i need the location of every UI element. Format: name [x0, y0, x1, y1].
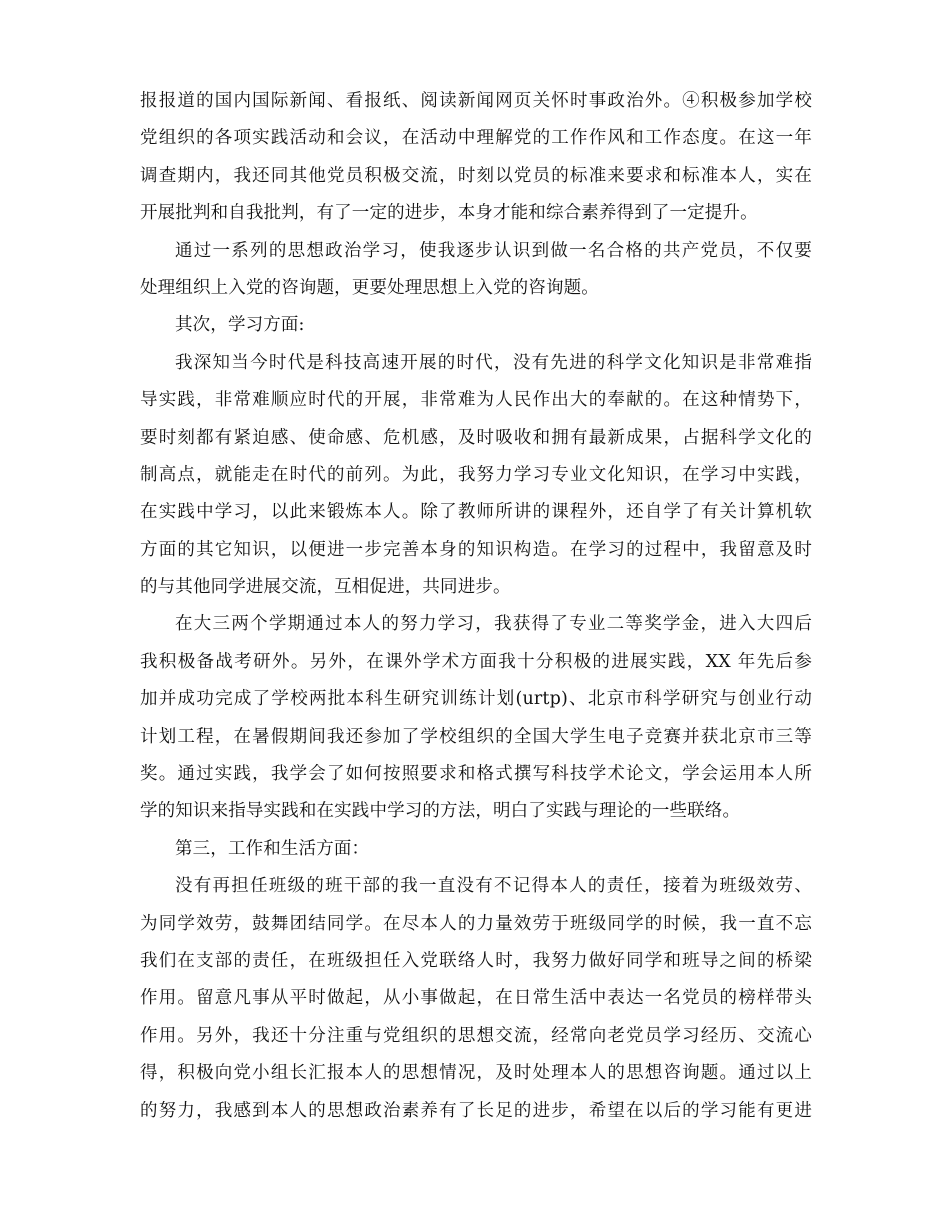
- paragraph-line: 没有再担任班级的班干部的我一直没有不记得本人的责任，接着为班级效劳、: [175, 876, 812, 897]
- document-body: [140, 83, 812, 1130]
- paragraph-line: 在实践中学习，以此来锻炼本人。除了教师所讲的课程外，还自学了有关计算机软: [140, 502, 812, 523]
- paragraph-line: 在大三两个学期通过本人的努力学习，我获得了专业二等奖学金，进入大四后: [175, 614, 812, 635]
- paragraph-line: 作用。另外，我还十分注重与党组织的思想交流，经常向老党员学习经历、交流心: [140, 1025, 812, 1046]
- paragraph-line: 学的知识来指导实践和在实践中学习的方法，明白了实践与理论的一些联络。: [140, 801, 741, 822]
- paragraph-line: 导实践，非常难顺应时代的开展，非常难为人民作出大的奉献的。在这种情势下，: [140, 390, 812, 411]
- paragraph-line: 报报道的国内国际新闻、看报纸、阅读新闻网页关怀时事政治外。④积极参加学校: [140, 91, 812, 111]
- paragraph-line: 开展批判和自我批判，有了一定的进步，本身才能和综合素养得到了一定提升。: [140, 203, 758, 224]
- paragraph-line: 的与其他同学进展交流，互相促进，共同进步。: [140, 577, 511, 598]
- paragraph-line: 处理组织上入党的咨询题，更要处理思想上入党的咨询题。: [140, 277, 599, 298]
- paragraph-line: 通过一系列的思想政治学习，使我逐步认识到做一名合格的共产党员，不仅要: [175, 240, 812, 261]
- paragraph-line: 加并成功完成了学校两批本科生研究训练计划(urtp)、北京市科学研究与创业行动: [140, 689, 812, 710]
- section-heading: 第三，工作和生活方面：: [175, 838, 370, 859]
- paragraph-line: 的努力，我感到本人的思想政治素养有了长足的进步，希望在以后的学习能有更进: [140, 1100, 812, 1121]
- paragraph-line: 我深知当今时代是科技高速开展的时代，没有先进的科学文化知识是非常难指: [175, 352, 812, 373]
- section-heading: 其次，学习方面:: [175, 315, 305, 336]
- paragraph-line: 党组织的各项实践活动和会议，在活动中理解党的工作作风和工作态度。在这一年: [140, 128, 812, 149]
- paragraph-line: 我们在支部的责任，在班级担任入党联络人时，我努力做好同学和班导之间的桥梁: [140, 950, 812, 971]
- paragraph-line: 要时刻都有紧迫感、使命感、危机感，及时吸收和拥有最新成果，占据科学文化的: [140, 427, 812, 448]
- paragraph-line: 为同学效劳，鼓舞团结同学。在尽本人的力量效劳于班级同学的时候，我一直不忘: [140, 913, 812, 934]
- paragraph-line: 奖。通过实践，我学会了如何按照要求和格式撰写科技学术论文，学会运用本人所: [140, 764, 812, 785]
- paragraph-line: 方面的其它知识，以便进一步完善本身的知识构造。在学习的过程中，我留意及时: [140, 539, 812, 560]
- paragraph-line: 我积极备战考研外。另外，在课外学术方面我十分积极的进展实践，XX 年先后参: [140, 651, 812, 672]
- paragraph-line: 得，积极向党小组长汇报本人的思想情况，及时处理本人的思想咨询题。通过以上: [140, 1063, 812, 1084]
- paragraph-line: 作用。留意凡事从平时做起，从小事做起，在日常生活中表达一名党员的榜样带头: [140, 988, 812, 1009]
- paragraph-line: 制高点，就能走在时代的前列。为此，我努力学习专业文化知识，在学习中实践，: [140, 464, 812, 485]
- paragraph-line: 调查期内，我还同其他党员积极交流，时刻以党员的标准来要求和标准本人，实在: [140, 165, 812, 186]
- paragraph-line: 计划工程，在暑假期间我还参加了学校组织的全国大学生电子竞赛并获北京市三等: [140, 726, 812, 747]
